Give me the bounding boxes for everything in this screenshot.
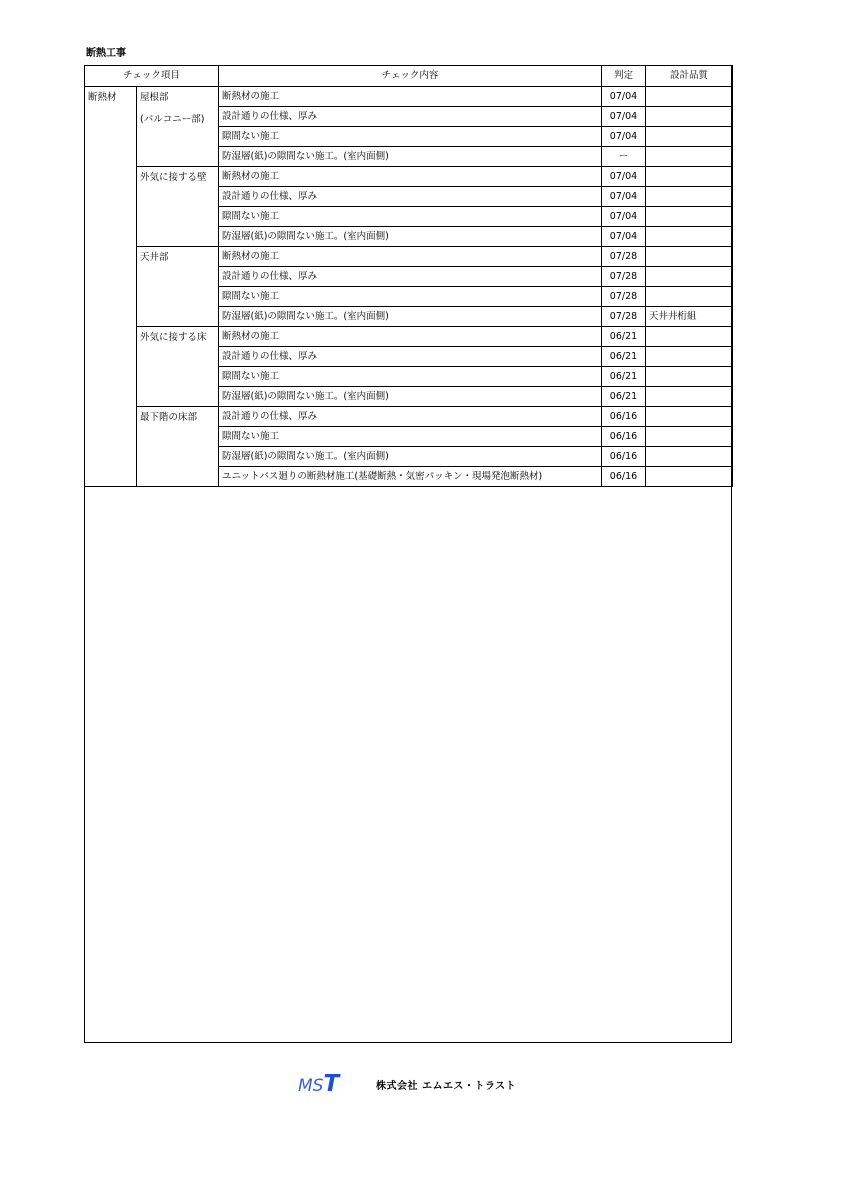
group-label: 天井部 (140, 252, 169, 263)
header-check-content: チェック内容 (219, 66, 602, 87)
judge-cell: 07/28 (602, 307, 646, 327)
group-label-cell (137, 87, 219, 167)
table-row (85, 247, 733, 267)
design-quality-cell (646, 327, 733, 347)
check-content-cell: 防湿層(紙)の隙間ない施工。(室内面側) (219, 447, 602, 467)
design-quality-cell (646, 107, 733, 127)
design-quality-cell: 天井井桁組 (646, 307, 733, 327)
table-row (85, 87, 733, 107)
check-content-cell: 隙間ない施工 (219, 127, 602, 147)
judge-cell: 07/28 (602, 267, 646, 287)
judge-cell: 06/21 (602, 387, 646, 407)
header-judge: 判定 (602, 66, 646, 87)
design-quality-cell (646, 267, 733, 287)
judge-cell: 06/21 (602, 327, 646, 347)
judge-cell: 07/04 (602, 227, 646, 247)
check-content-cell: ユニットバス廻りの断熱材施工(基礎断熱・気密パッキン・現場発泡断熱材) (219, 467, 602, 487)
judge-cell: 07/28 (602, 287, 646, 307)
design-quality-cell (646, 207, 733, 227)
check-content-cell: 防湿層(紙)の隙間ない施工。(室内面側) (219, 227, 602, 247)
judge-cell: 06/16 (602, 467, 646, 487)
check-content-cell: 隙間ない施工 (219, 207, 602, 227)
check-content-cell: 隙間ない施工 (219, 367, 602, 387)
design-quality-cell (646, 227, 733, 247)
check-content-cell: 断熱材の施工 (219, 167, 602, 187)
check-content-cell: 断熱材の施工 (219, 247, 602, 267)
table-row (85, 407, 733, 427)
judge-cell: 07/04 (602, 87, 646, 107)
company-logo: MST (298, 1071, 340, 1097)
check-content-cell: 断熱材の施工 (219, 327, 602, 347)
check-content-cell: 設計通りの仕様、厚み (219, 187, 602, 207)
check-content-cell: 設計通りの仕様、厚み (219, 407, 602, 427)
judge-cell: ー (602, 147, 646, 167)
category-cell: 断熱材 (85, 87, 137, 487)
design-quality-cell (646, 467, 733, 487)
group-label-cell (137, 327, 219, 407)
design-quality-cell (646, 407, 733, 427)
judge-cell: 07/28 (602, 247, 646, 267)
group-label: 屋根部 (140, 92, 169, 103)
table-header-row (85, 66, 733, 87)
check-content-cell: 隙間ない施工 (219, 427, 602, 447)
check-content-cell: 防湿層(紙)の隙間ない施工。(室内面側) (219, 147, 602, 167)
table-body (85, 87, 733, 487)
judge-cell: 06/16 (602, 427, 646, 447)
design-quality-cell (646, 387, 733, 407)
judge-cell: 07/04 (602, 127, 646, 147)
checklist-table (84, 65, 733, 487)
judge-cell: 06/21 (602, 347, 646, 367)
design-quality-cell (646, 447, 733, 467)
group-sublabel: (バルコニー部) (140, 114, 205, 125)
judge-cell: 07/04 (602, 187, 646, 207)
check-content-cell: 防湿層(紙)の隙間ない施工。(室内面側) (219, 387, 602, 407)
check-content-cell: 設計通りの仕様、厚み (219, 267, 602, 287)
table-row (85, 327, 733, 347)
group-label-cell (137, 247, 219, 327)
judge-cell: 06/16 (602, 447, 646, 467)
company-name: 株式会社 エムエス・トラスト (376, 1080, 517, 1092)
header-check-item: チェック項目 (85, 66, 219, 87)
design-quality-cell (646, 187, 733, 207)
check-content-cell: 断熱材の施工 (219, 87, 602, 107)
group-label-cell (137, 407, 219, 487)
check-content-cell: 防湿層(紙)の隙間ない施工。(室内面側) (219, 307, 602, 327)
design-quality-cell (646, 287, 733, 307)
judge-cell: 07/04 (602, 107, 646, 127)
design-quality-cell (646, 167, 733, 187)
page-title: 断熱工事 (86, 48, 126, 59)
footer (298, 1071, 516, 1097)
design-quality-cell (646, 247, 733, 267)
group-label-cell (137, 167, 219, 247)
design-quality-cell (646, 127, 733, 147)
judge-cell: 06/16 (602, 407, 646, 427)
judge-cell: 07/04 (602, 167, 646, 187)
design-quality-cell (646, 427, 733, 447)
design-quality-cell (646, 347, 733, 367)
judge-cell: 07/04 (602, 207, 646, 227)
check-content-cell: 隙間ない施工 (219, 287, 602, 307)
group-label: 最下階の床部 (140, 412, 198, 423)
group-label: 外気に接する壁 (140, 172, 207, 183)
judge-cell: 06/21 (602, 367, 646, 387)
design-quality-cell (646, 87, 733, 107)
header-design-quality: 設計品質 (646, 66, 733, 87)
group-label: 外気に接する床 (140, 332, 207, 343)
check-content-cell: 設計通りの仕様、厚み (219, 107, 602, 127)
design-quality-cell (646, 147, 733, 167)
check-content-cell: 設計通りの仕様、厚み (219, 347, 602, 367)
table-row (85, 167, 733, 187)
design-quality-cell (646, 367, 733, 387)
